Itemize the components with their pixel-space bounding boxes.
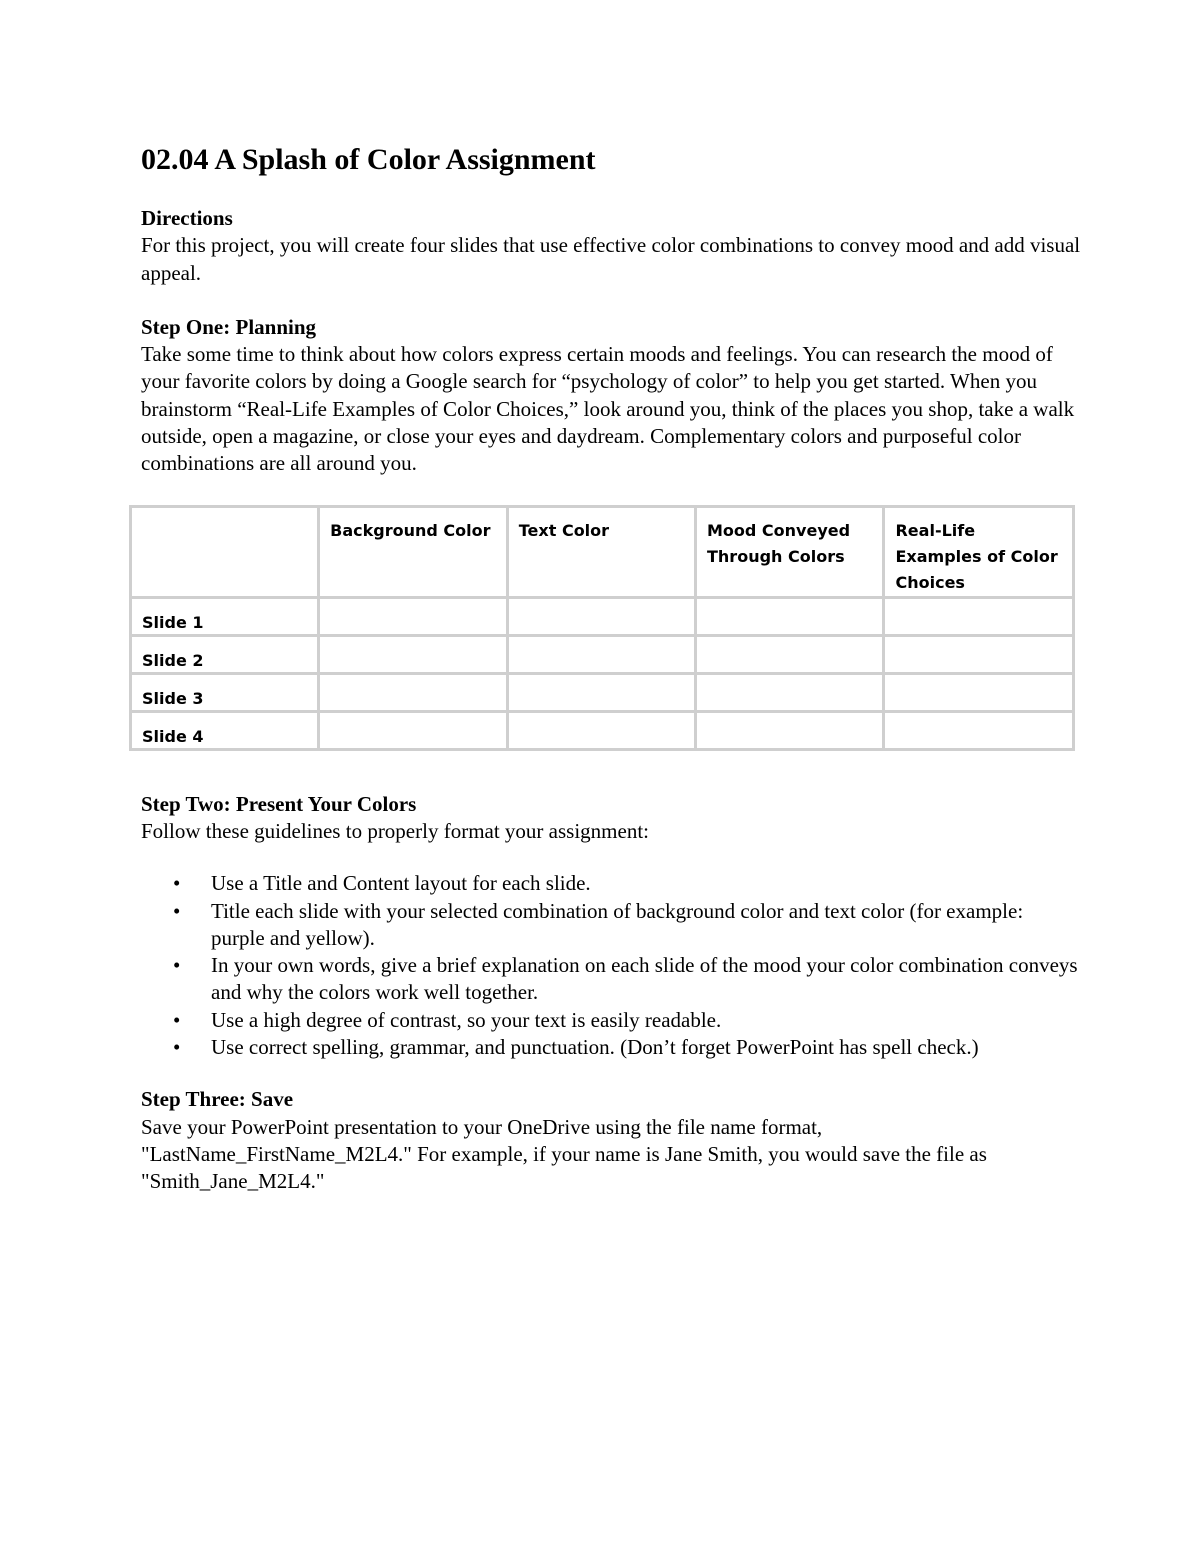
bullet-icon: • (173, 953, 181, 978)
table-cell[interactable] (884, 597, 1074, 635)
bullet-icon: • (173, 871, 181, 896)
step-two-heading: Step Two: Present Your Colors (141, 791, 417, 816)
table-header-cell-blank (131, 506, 319, 597)
bullet-icon: • (173, 1007, 181, 1032)
table-header-background-color: Background Color (319, 506, 508, 597)
step-two-section (141, 791, 1081, 1062)
color-planning-table (129, 505, 1075, 751)
guidelines-list (141, 870, 1081, 1061)
table-cell[interactable] (507, 597, 695, 635)
list-item (141, 1034, 1081, 1061)
table-cell[interactable] (319, 673, 508, 711)
directions-heading: Directions (141, 206, 233, 230)
table-header-row (131, 506, 1074, 597)
list-item-text: Use a Title and Content layout for each slide. (211, 871, 591, 896)
table-cell[interactable] (319, 597, 508, 635)
table-header-real-life-examples: Real-Life Examples of Color Choices (884, 506, 1074, 597)
document-title: 02.04 A Splash of Color Assignment (141, 143, 596, 176)
list-item (141, 870, 1081, 897)
list-item-text: In your own words, give a brief explanation on each slide of the mood your color combination conveys and why the colors work well together. (211, 953, 1078, 1005)
table-cell[interactable] (696, 673, 884, 711)
step-one-heading: Step One: Planning (141, 314, 317, 339)
table-row (131, 635, 1074, 673)
step-one-text: Take some time to think about how colors express certain moods and feelings. You can research the mood of your favorite colors by doing a Google search for “psychology of color” to help you get started. When you brainstorm “Real-Life Examples of Color Choices,” look around you, think of the places you shop, take a walk outside, open a magazine, or close your eyes and daydream. Complementary colors and purposeful color combinations are all around you. (141, 342, 1075, 476)
table-row (131, 597, 1074, 635)
list-item-text: Title each slide with your selected combination of background color and text color (for example: purple and yellow). (211, 898, 1024, 950)
step-two-intro: Follow these guidelines to properly format your assignment: (141, 818, 649, 843)
bullet-icon: • (173, 1035, 181, 1060)
list-item-text: Use a high degree of contrast, so your text is easily readable. (211, 1007, 722, 1032)
table-cell[interactable] (507, 673, 695, 711)
table-row-label: Slide 1 (131, 597, 319, 635)
list-item-text: Use correct spelling, grammar, and punctuation. (Don’t forget PowerPoint has spell check.) (211, 1035, 979, 1060)
table-cell[interactable] (696, 597, 884, 635)
step-one-section (141, 314, 1081, 478)
list-item (141, 952, 1081, 1007)
table-cell[interactable] (507, 635, 695, 673)
step-three-text: Save your PowerPoint presentation to your OneDrive using the file name format, "LastName_FirstName_M2L4." For example, if your name is Jane Smith, you would save the file as "Smith_Jane_M2L4." (141, 1114, 987, 1194)
directions-section (141, 205, 1081, 287)
table-cell[interactable] (884, 635, 1074, 673)
directions-text: For this project, you will create four slides that use effective color combinations to convey mood and add visual appeal. (141, 233, 1081, 285)
table-row-label: Slide 2 (131, 635, 319, 673)
table-cell[interactable] (696, 711, 884, 749)
table-cell[interactable] (884, 673, 1074, 711)
table-row-label: Slide 4 (131, 711, 319, 749)
table-header-text-color: Text Color (507, 506, 695, 597)
table-row-label: Slide 3 (131, 673, 319, 711)
table-cell[interactable] (507, 711, 695, 749)
table-cell[interactable] (319, 711, 508, 749)
list-item (141, 1007, 1081, 1034)
table-row (131, 673, 1074, 711)
table-cell[interactable] (319, 635, 508, 673)
list-item (141, 898, 1081, 953)
step-three-heading: Step Three: Save (141, 1087, 294, 1112)
table-row (131, 711, 1074, 749)
table-header-mood-conveyed: Mood Conveyed Through Colors (696, 506, 884, 597)
table-cell[interactable] (696, 635, 884, 673)
table-cell[interactable] (884, 711, 1074, 749)
document-page (141, 140, 1081, 1196)
step-three-section (141, 1086, 1081, 1195)
bullet-icon: • (173, 898, 181, 923)
